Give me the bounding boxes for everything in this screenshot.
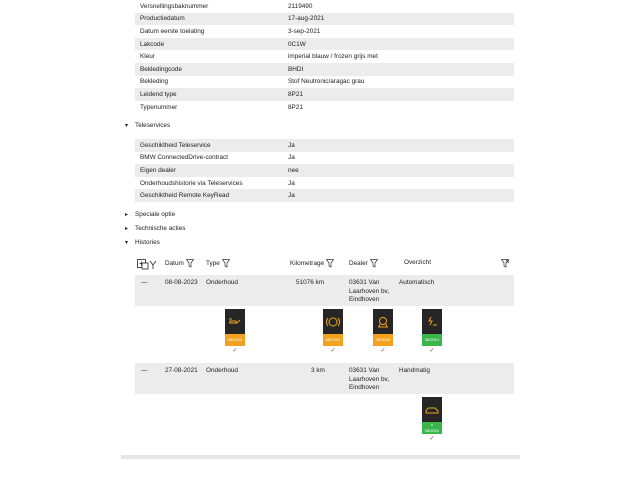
cell-type: Onderhoud (206, 367, 238, 374)
histories-header (135, 253, 514, 275)
column-datum[interactable] (165, 259, 194, 268)
property-value: Stof Neutronic/aragac grau (288, 78, 365, 86)
section-technische-acties[interactable] (125, 225, 185, 232)
chevron-right-icon: ▸ (125, 212, 129, 218)
service-date: 08/2021 (422, 334, 442, 346)
property-value: Ja (288, 179, 295, 187)
clear-filter-icon[interactable] (501, 259, 510, 269)
service-date: 08/2021 (424, 428, 440, 433)
section-histories[interactable] (125, 239, 160, 246)
property-value: 17-aug-2021 (288, 15, 325, 23)
column-label: Kilometrage (290, 260, 325, 267)
table-row[interactable] (135, 275, 514, 306)
property-row (135, 50, 514, 63)
column-label: Datum (165, 260, 184, 267)
cell-overzicht: Automatisch (399, 279, 435, 286)
property-value: imperial blauw / frozen grijs met (288, 53, 378, 61)
property-value: Ja (288, 192, 295, 200)
property-label: Leidend type (140, 90, 177, 98)
vehicle-check-icon (422, 309, 442, 334)
property-label: Eigen dealer (140, 166, 176, 174)
chevron-right-icon: ▸ (125, 226, 129, 232)
section-title: Speciale optie (135, 211, 176, 218)
service-cards (135, 306, 514, 363)
column-type[interactable] (206, 259, 230, 268)
filter-icon[interactable] (326, 259, 334, 268)
chevron-down-icon: ▾ (125, 240, 129, 246)
service-date: 08/2023 (373, 334, 393, 346)
column-kilometrage[interactable] (290, 259, 334, 268)
property-label: Kleur (140, 53, 155, 61)
service-card[interactable] (323, 309, 343, 357)
property-value: 8P21 (288, 90, 303, 98)
property-row (135, 139, 514, 152)
column-label: Dealer (349, 260, 368, 267)
property-label: Lakcode (140, 40, 165, 48)
property-label: BMW ConnectedDrive-contract (140, 154, 229, 162)
check-icon: ✓ (429, 436, 435, 442)
row-toggle[interactable]: — (141, 367, 148, 374)
property-value: nee (288, 166, 299, 174)
section-teleservices[interactable] (125, 122, 170, 129)
expand-collapse-all-icon[interactable] (137, 259, 159, 270)
cell-overzicht: Handmatig (399, 367, 430, 374)
service-card[interactable] (373, 309, 393, 357)
divider (121, 455, 520, 459)
property-row (135, 13, 514, 26)
column-label: Type (206, 260, 220, 267)
property-label: Datum eerste toelating (140, 27, 205, 35)
row-toggle[interactable]: — (141, 279, 148, 286)
car-service-icon (422, 397, 442, 422)
filter-icon[interactable] (370, 259, 378, 268)
property-label: Geschiktheid Teleservice (140, 141, 211, 149)
dealer-line: 03631 Van (349, 279, 380, 286)
property-row (135, 63, 514, 76)
oil-service-icon (225, 309, 245, 334)
property-row (135, 76, 514, 89)
column-overzicht (404, 259, 431, 266)
service-card[interactable] (422, 309, 442, 357)
property-row (135, 152, 514, 165)
property-value: 3-sep-2021 (288, 27, 321, 35)
property-row (135, 38, 514, 51)
service-card[interactable] (225, 309, 245, 357)
property-label: Geschiktheid Remote KeyRead (140, 192, 230, 200)
histories-table (135, 253, 514, 451)
section-title: Histories (135, 239, 160, 246)
column-dealer[interactable] (349, 259, 378, 268)
section-speciale-optie[interactable] (125, 211, 175, 218)
property-label: Typenummer (140, 103, 178, 111)
property-value: 0C1W (288, 40, 306, 48)
check-icon: ✓ (330, 348, 336, 354)
property-row (135, 0, 514, 13)
cell-type: Onderhoud (206, 279, 238, 286)
property-row (135, 101, 514, 114)
property-row (135, 88, 514, 101)
filter-icon[interactable] (186, 259, 194, 268)
property-label: Bekledingcode (140, 65, 182, 73)
table-row[interactable] (135, 363, 514, 394)
property-value: 2119490 (288, 2, 313, 10)
brake-service-icon (323, 309, 343, 334)
check-icon: ✓ (232, 348, 238, 354)
check-icon: ✓ (380, 348, 386, 354)
property-value: BHDI (288, 65, 304, 73)
check-icon: ✓ (429, 348, 435, 354)
cell-km: 51076 km (296, 279, 325, 286)
chevron-down-icon: ▾ (125, 123, 129, 129)
property-label: Onderhoudshistorie via Teleservices (140, 179, 243, 187)
property-label: Bekleding (140, 78, 169, 86)
service-cards (135, 394, 514, 451)
cell-datum: 08-08-2023 (165, 279, 198, 286)
property-label: Productiedatum (140, 15, 185, 23)
section-title: Teleservices (135, 122, 171, 129)
dealer-line: Laarhoven bv, (349, 287, 390, 295)
column-label: Overzicht (404, 259, 431, 266)
service-date-green (422, 422, 442, 434)
service-card[interactable] (422, 397, 442, 445)
property-row (135, 164, 514, 177)
property-label: Versnellingsbaknummer (140, 2, 209, 10)
property-value: Ja (288, 141, 295, 149)
cell-dealer (349, 367, 389, 393)
dealer-line: Eindhoven (349, 296, 380, 303)
section-title: Technische acties (135, 225, 186, 232)
brake-fluid-icon (373, 309, 393, 334)
service-count: 0 (430, 422, 434, 427)
cell-dealer (349, 279, 389, 305)
dealer-line: Eindhoven (349, 384, 380, 391)
cell-datum: 27-08-2021 (165, 367, 198, 374)
property-row (135, 25, 514, 38)
cell-km: 3 km (311, 367, 325, 374)
property-row (135, 177, 514, 190)
service-date: 08/2023 (225, 334, 245, 346)
property-value: Ja (288, 154, 295, 162)
vehicle-properties-table (135, 0, 514, 113)
property-value: 8P21 (288, 103, 303, 111)
filter-icon[interactable] (222, 259, 230, 268)
property-row (135, 189, 514, 202)
teleservices-table (135, 139, 514, 202)
dealer-line: 03631 Van (349, 367, 380, 374)
service-date: 08/2023 (323, 334, 343, 346)
dealer-line: Laarhoven bv, (349, 375, 390, 383)
